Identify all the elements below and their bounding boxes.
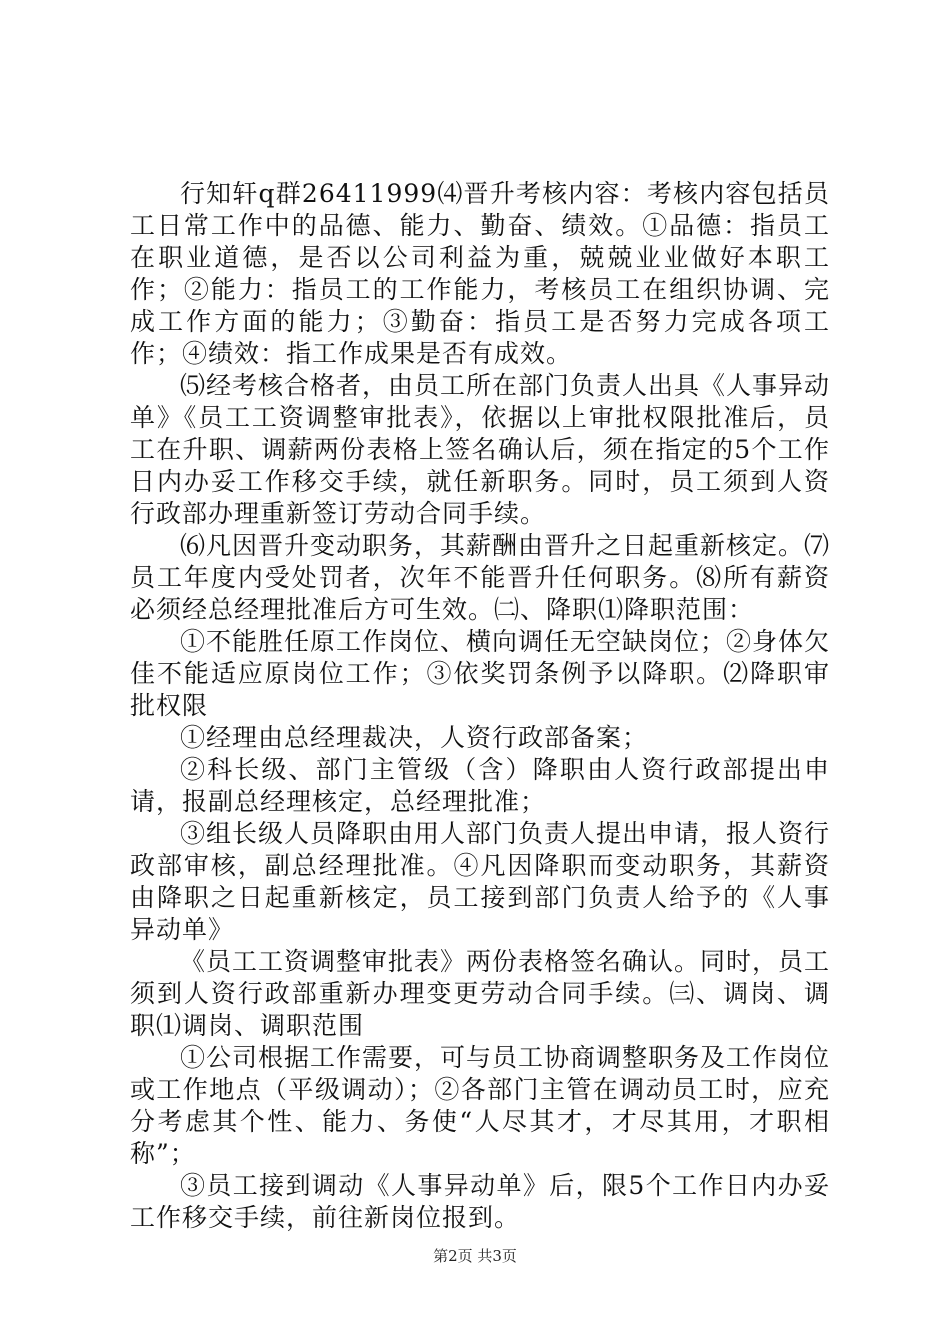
paragraph-demotion-section-chief: ②科长级、部门主管级（含）降职由人资行政部提出申请，报副总经理核定，总经理批准； <box>130 755 830 816</box>
paragraph-promotion-criteria: 行知轩q群26411999⑷晋升考核内容：考核内容包括员工日常工作中的品德、能力、勤奋、绩效。①品德：指员工在职业道德，是否以公司利益为重，兢兢业业做好本职工作；②能力：指员工的工作能力，考核员工在组织协调、完成工作方面的能力；③勤奋：指员工是否努力完成各项工作；④绩效：指工作成果是否有成效。 <box>130 179 830 368</box>
page-number-footer: 第2页 共3页 <box>433 1247 517 1265</box>
paragraph-transfer-handover: ③员工接到调动《人事异动单》后，限5个工作日内办妥工作移交手续，前往新岗位报到。 <box>130 1171 830 1232</box>
paragraph-salary-rules: ⑹凡因晋升变动职务，其薪酬由晋升之日起重新核定。⑺员工年度内受处罚者，次年不能晋升任何职务。⑻所有薪资必须经总经理批准后方可生效。㈡、降职⑴降职范围： <box>130 531 831 624</box>
paragraph-promotion-procedure: ⑸经考核合格者，由员工所在部门负责人出具《人事异动单》《员工工资调整审批表》，依据以上审批权限批准后，员工在升职、调薪两份表格上签名确认后，须在指定的5个工作日内办妥工作移交手续，就任新职务。同时，员工须到人资行政部办理重新签订劳动合同手续。 <box>130 371 831 528</box>
paragraph-demotion-team-leader: ③组长级人员降职由用人部门负责人提出申请，报人资行政部审核，副总经理批准。④凡因降职而变动职务，其薪资由降职之日起重新核定，员工接到部门负责人给予的《人事异动单》 <box>130 819 831 944</box>
paragraph-demotion-manager: ①经理由总经理裁决，人资行政部备案； <box>180 723 649 752</box>
paragraph-transfer-scope: ①公司根据工作需要，可与员工协商调整职务及工作岗位或工作地点（平级调动）；②各部门主管在调动员工时，应充分考虑其个性、能力、务使“人尽其才，才尽其用，才职相称”； <box>130 1043 831 1168</box>
paragraph-demotion-scope: ①不能胜任原工作岗位、横向调任无空缺岗位；②身体欠佳不能适应原岗位工作；③依奖罚条例予以降职。⑵降职审批权限 <box>130 627 831 720</box>
document-body <box>130 178 830 1234</box>
paragraph-demotion-confirmation: 《员工工资调整审批表》两份表格签名确认。同时，员工须到人资行政部重新办理变更劳动合同手续。㈢、调岗、调职⑴调岗、调职范围 <box>130 947 831 1040</box>
